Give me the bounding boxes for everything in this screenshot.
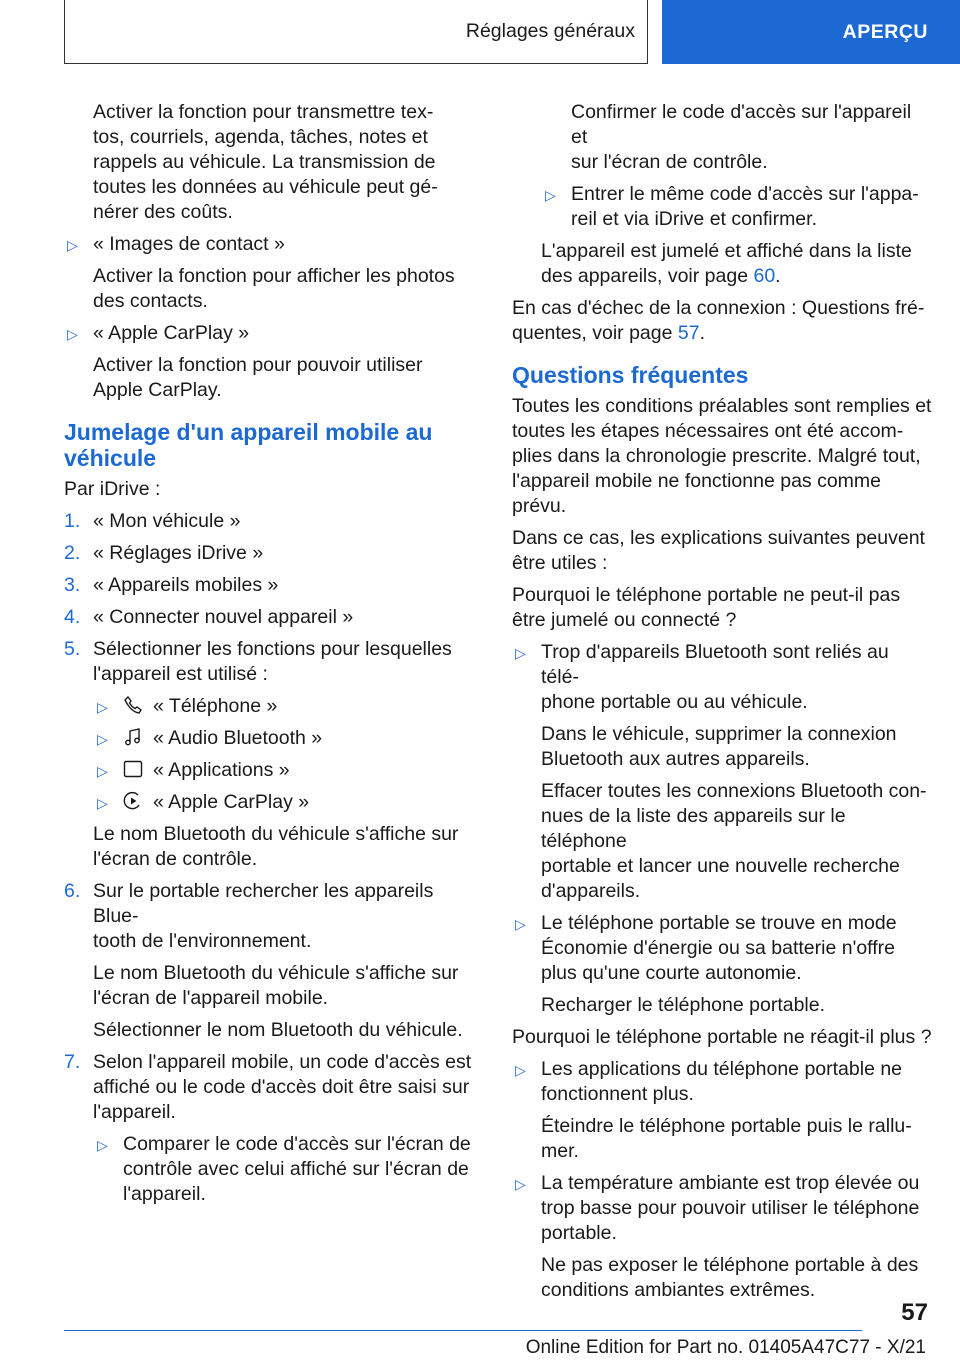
page-link-60[interactable]: 60 xyxy=(753,265,776,287)
footer-divider xyxy=(64,1330,862,1331)
remedy-text: Effacer toutes les connexions Bluetooth con- nues de la liste des appareils sur le téléphone portable et lancer une nouvelle recherche d'appareils. xyxy=(541,780,927,902)
music-note-icon xyxy=(123,727,143,747)
bullet-triangle-icon: ▷ xyxy=(97,731,108,747)
function-telephone: ▷ « Téléphone » xyxy=(64,694,484,719)
header-tab-label: APERÇU xyxy=(842,20,928,43)
step-4: 4. « Connecter nouvel appareil » xyxy=(64,606,354,628)
bullet-triangle-icon: ▷ xyxy=(97,1137,108,1153)
bullet-triangle-icon: ▷ xyxy=(97,763,108,779)
explanations-intro: Dans ce cas, les explications suivantes peuvent être utiles : xyxy=(512,527,925,574)
phone-icon xyxy=(123,695,143,715)
bullet-triangle-icon: ▷ xyxy=(515,1062,526,1078)
remedy-text: Recharger le téléphone portable. xyxy=(541,994,826,1016)
cause-too-many-devices: ▷ Trop d'appareils Bluetooth sont reliés au télé- phone portable ou au véhicule. xyxy=(515,641,889,713)
applications-icon xyxy=(123,759,143,779)
section-heading-questions: Questions fréquentes xyxy=(512,362,749,388)
step-2: 2. « Réglages iDrive » xyxy=(64,542,264,564)
bullet-triangle-icon: ▷ xyxy=(545,187,556,203)
section-heading-jumelage: Jumelage d'un appareil mobile au véhicule xyxy=(64,419,433,471)
bullet-triangle-icon: ▷ xyxy=(97,699,108,715)
step-5-note: Le nom Bluetooth du véhicule s'affiche sur l'écran de contrôle. xyxy=(93,823,459,870)
footer-edition: Online Edition for Part no. 01405A47C77 - X/21 xyxy=(525,1337,926,1358)
bullet-text: Activer la fonction pour pouvoir utiliser Apple CarPlay. xyxy=(93,354,423,401)
step-7-sub-compare: ▷ Comparer le code d'accès sur l'écran de contrôle avec celui affiché sur l'écran de l'appareil. xyxy=(97,1133,471,1205)
paired-paragraph: L'appareil est jumelé et affiché dans la liste des appareils, voir page 60. xyxy=(541,240,912,287)
step-1: 1. « Mon véhicule » xyxy=(64,510,241,532)
page-link-57[interactable]: 57 xyxy=(677,322,700,344)
function-apple-carplay: ▷ « Apple CarPlay » xyxy=(64,790,484,815)
bullet-triangle-icon: ▷ xyxy=(97,795,108,811)
step-6-note: Le nom Bluetooth du véhicule s'affiche sur l'écran de l'appareil mobile. xyxy=(93,962,459,1009)
carplay-play-icon xyxy=(123,791,143,811)
cause-temperature: ▷ La température ambiante est trop élevée ou trop basse pour pouvoir utiliser le téléphone portable. xyxy=(515,1172,920,1244)
bullet-triangle-icon: ▷ xyxy=(67,326,78,342)
fail-paragraph: En cas d'échec de la connexion : Questions fré- quentes, voir page 57. xyxy=(512,297,925,344)
bullet-triangle-icon: ▷ xyxy=(515,916,526,932)
step-6: 6. Sur le portable rechercher les appareils Blue- tooth de l'environnement. xyxy=(64,880,434,952)
step-3: 3. « Appareils mobiles » xyxy=(64,574,279,596)
bullet-item: ▷ « Apple CarPlay » xyxy=(64,321,484,346)
page-number: 57 xyxy=(901,1299,928,1326)
cause-energy-saving: ▷ Le téléphone portable se trouve en mode Économie d'énergie ou sa batterie n'offre plus qu'une courte autonomie. xyxy=(515,912,897,984)
left-column xyxy=(64,100,484,1214)
par-idrive-label: Par iDrive : xyxy=(64,478,161,500)
right-column xyxy=(512,100,932,1310)
header-tab-apercu[interactable] xyxy=(662,0,960,64)
header-section-box xyxy=(64,0,648,64)
remedy-text: Éteindre le téléphone portable puis le rallu- mer. xyxy=(541,1115,912,1162)
compare-continuation: Confirmer le code d'accès sur l'appareil et sur l'écran de contrôle. xyxy=(571,101,912,173)
questions-intro: Toutes les conditions préalables sont remplies et toutes les étapes nécessaires ont été accom- plies dans la chronologie prescrite. Malgré tout, l'appareil mobile ne fonctionne pas comme prévu. xyxy=(512,395,932,517)
function-audio-bluetooth: ▷ « Audio Bluetooth » xyxy=(64,726,484,751)
header-section-title: Réglages généraux xyxy=(465,20,635,42)
question-pairing: Pourquoi le téléphone portable ne peut-il pas être jumelé ou connecté ? xyxy=(512,584,901,631)
bullet-item: ▷ « Images de contact » xyxy=(64,232,484,257)
step-7-sub-enter: ▷ Entrer le même code d'accès sur l'appa- reil et via iDrive et confirmer. xyxy=(545,183,919,230)
remedy-text: Ne pas exposer le téléphone portable à des conditions ambiantes extrêmes. xyxy=(541,1254,919,1301)
function-applications: ▷ « Applications » xyxy=(64,758,484,783)
bullet-text: Activer la fonction pour afficher les photos des contacts. xyxy=(93,265,455,312)
bullet-triangle-icon: ▷ xyxy=(515,1176,526,1192)
step-7: 7. Selon l'appareil mobile, un code d'accès est affiché ou le code d'accès doit être saisi sur l'appareil. xyxy=(64,1051,472,1123)
bullet-triangle-icon: ▷ xyxy=(515,645,526,661)
bullet-triangle-icon: ▷ xyxy=(67,237,78,253)
cause-apps-not-working: ▷ Les applications du téléphone portable ne fonctionnent plus. xyxy=(515,1058,903,1105)
question-not-responding: Pourquoi le téléphone portable ne réagit-il plus ? xyxy=(512,1026,932,1048)
step-5: 5. Sélectionner les fonctions pour lesquelles l'appareil est utilisé : xyxy=(64,638,452,685)
remedy-text: Dans le véhicule, supprimer la connexion Bluetooth aux autres appareils. xyxy=(541,723,897,770)
step-6-note: Sélectionner le nom Bluetooth du véhicule. xyxy=(93,1019,463,1041)
intro-paragraph: Activer la fonction pour transmettre tex- tos, courriels, agenda, tâches, notes et rappels au véhicule. La transmission de toutes les données au véhicule peut gé- nérer des coûts. xyxy=(93,101,438,223)
